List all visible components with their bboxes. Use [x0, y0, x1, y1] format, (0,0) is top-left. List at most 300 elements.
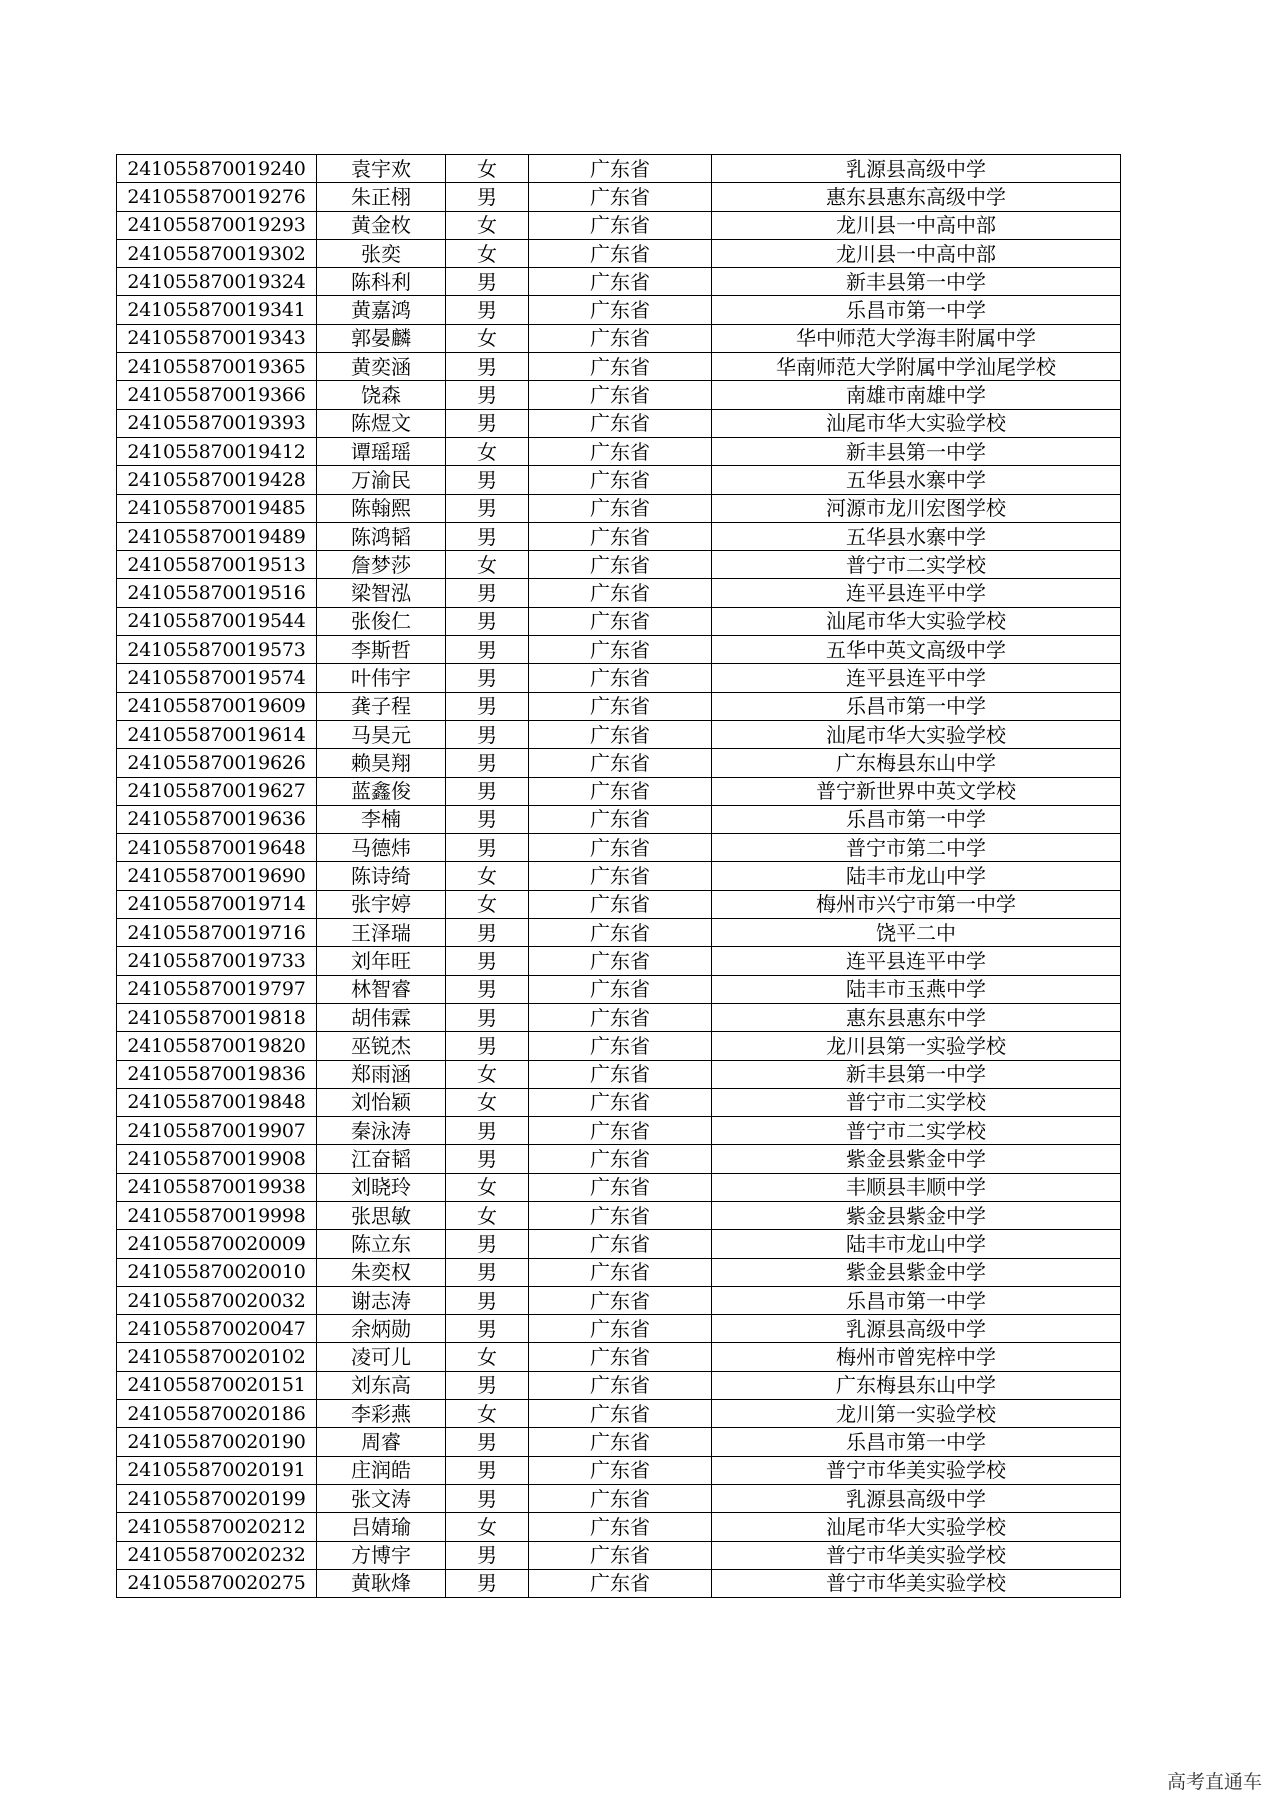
name-cell: 李楠	[317, 805, 446, 833]
school-cell: 汕尾市华大实验学校	[712, 607, 1121, 635]
table-row	[117, 409, 1121, 437]
name-cell: 梁智泓	[317, 579, 446, 607]
province-cell: 广东省	[529, 1088, 712, 1116]
name-cell: 李彩燕	[317, 1400, 446, 1428]
candidate-id-cell: 241055870020212	[117, 1513, 317, 1541]
table-row	[117, 636, 1121, 664]
province-cell: 广东省	[529, 1541, 712, 1569]
name-cell: 赖昊翔	[317, 749, 446, 777]
school-cell: 南雄市南雄中学	[712, 381, 1121, 409]
province-cell: 广东省	[529, 239, 712, 267]
name-cell: 谢志涛	[317, 1286, 446, 1314]
school-cell: 普宁市二实学校	[712, 1088, 1121, 1116]
name-cell: 余炳勋	[317, 1315, 446, 1343]
school-cell: 陆丰市龙山中学	[712, 1230, 1121, 1258]
name-cell: 凌可儿	[317, 1343, 446, 1371]
name-cell: 黄奕涵	[317, 353, 446, 381]
gender-cell: 男	[446, 1484, 529, 1512]
province-cell: 广东省	[529, 607, 712, 635]
roster-table-body	[117, 155, 1121, 1598]
table-row	[117, 1230, 1121, 1258]
province-cell: 广东省	[529, 975, 712, 1003]
gender-cell: 女	[446, 1400, 529, 1428]
school-cell: 五华中英文高级中学	[712, 636, 1121, 664]
watermark-text: 高考直通车	[1166, 1771, 1262, 1793]
name-cell: 张俊仁	[317, 607, 446, 635]
name-cell: 黄耿烽	[317, 1569, 446, 1597]
table-row	[117, 1371, 1121, 1399]
table-row	[117, 805, 1121, 833]
province-cell: 广东省	[529, 381, 712, 409]
gender-cell: 男	[446, 381, 529, 409]
candidate-id-cell: 241055870020191	[117, 1456, 317, 1484]
school-cell: 普宁市二实学校	[712, 551, 1121, 579]
school-cell: 惠东县惠东中学	[712, 1003, 1121, 1031]
candidate-id-cell: 241055870019636	[117, 805, 317, 833]
school-cell: 河源市龙川宏图学校	[712, 494, 1121, 522]
school-cell: 陆丰市玉燕中学	[712, 975, 1121, 1003]
candidate-id-cell: 241055870019848	[117, 1088, 317, 1116]
province-cell: 广东省	[529, 324, 712, 352]
province-cell: 广东省	[529, 947, 712, 975]
school-cell: 普宁市华美实验学校	[712, 1541, 1121, 1569]
name-cell: 陈科利	[317, 268, 446, 296]
candidate-id-cell: 241055870020010	[117, 1258, 317, 1286]
province-cell: 广东省	[529, 1343, 712, 1371]
gender-cell: 男	[446, 692, 529, 720]
province-cell: 广东省	[529, 1003, 712, 1031]
table-row	[117, 1173, 1121, 1201]
table-row	[117, 862, 1121, 890]
candidate-id-cell: 241055870019574	[117, 664, 317, 692]
gender-cell: 男	[446, 919, 529, 947]
gender-cell: 男	[446, 1371, 529, 1399]
gender-cell: 男	[446, 1145, 529, 1173]
name-cell: 黄嘉鸿	[317, 296, 446, 324]
gender-cell: 男	[446, 1032, 529, 1060]
table-row	[117, 268, 1121, 296]
candidate-id-cell: 241055870019516	[117, 579, 317, 607]
table-row	[117, 1513, 1121, 1541]
school-cell: 普宁新世界中英文学校	[712, 777, 1121, 805]
candidate-id-cell: 241055870019573	[117, 636, 317, 664]
school-cell: 乐昌市第一中学	[712, 692, 1121, 720]
province-cell: 广东省	[529, 437, 712, 465]
province-cell: 广东省	[529, 268, 712, 296]
candidate-id-cell: 241055870020151	[117, 1371, 317, 1399]
school-cell: 乐昌市第一中学	[712, 1428, 1121, 1456]
province-cell: 广东省	[529, 1230, 712, 1258]
province-cell: 广东省	[529, 692, 712, 720]
school-cell: 广东梅县东山中学	[712, 1371, 1121, 1399]
gender-cell: 男	[446, 1569, 529, 1597]
province-cell: 广东省	[529, 1173, 712, 1201]
province-cell: 广东省	[529, 1371, 712, 1399]
province-cell: 广东省	[529, 1315, 712, 1343]
province-cell: 广东省	[529, 1428, 712, 1456]
table-row	[117, 720, 1121, 748]
table-row	[117, 1088, 1121, 1116]
province-cell: 广东省	[529, 777, 712, 805]
province-cell: 广东省	[529, 862, 712, 890]
province-cell: 广东省	[529, 296, 712, 324]
gender-cell: 男	[446, 579, 529, 607]
table-row	[117, 664, 1121, 692]
table-row	[117, 1569, 1121, 1597]
gender-cell: 女	[446, 890, 529, 918]
school-cell: 普宁市华美实验学校	[712, 1456, 1121, 1484]
candidate-id-cell: 241055870019648	[117, 834, 317, 862]
candidate-id-cell: 241055870019609	[117, 692, 317, 720]
gender-cell: 男	[446, 466, 529, 494]
candidate-id-cell: 241055870019820	[117, 1032, 317, 1060]
province-cell: 广东省	[529, 551, 712, 579]
gender-cell: 女	[446, 324, 529, 352]
table-row	[117, 1060, 1121, 1088]
table-row	[117, 1032, 1121, 1060]
gender-cell: 男	[446, 1541, 529, 1569]
candidate-id-cell: 241055870019365	[117, 353, 317, 381]
school-cell: 新丰县第一中学	[712, 1060, 1121, 1088]
table-row	[117, 437, 1121, 465]
table-row	[117, 777, 1121, 805]
school-cell: 乳源县高级中学	[712, 155, 1121, 183]
gender-cell: 女	[446, 211, 529, 239]
table-row	[117, 1484, 1121, 1512]
name-cell: 谭瑶瑶	[317, 437, 446, 465]
province-cell: 广东省	[529, 1145, 712, 1173]
name-cell: 马昊元	[317, 720, 446, 748]
province-cell: 广东省	[529, 1032, 712, 1060]
name-cell: 朱正栩	[317, 183, 446, 211]
gender-cell: 女	[446, 551, 529, 579]
name-cell: 秦泳涛	[317, 1117, 446, 1145]
school-cell: 汕尾市华大实验学校	[712, 409, 1121, 437]
province-cell: 广东省	[529, 1484, 712, 1512]
school-cell: 连平县连平中学	[712, 947, 1121, 975]
name-cell: 袁宇欢	[317, 155, 446, 183]
province-cell: 广东省	[529, 494, 712, 522]
gender-cell: 女	[446, 437, 529, 465]
candidate-id-cell: 241055870019836	[117, 1060, 317, 1088]
candidate-id-cell: 241055870019908	[117, 1145, 317, 1173]
candidate-id-cell: 241055870019614	[117, 720, 317, 748]
candidate-id-cell: 241055870019544	[117, 607, 317, 635]
candidate-id-cell: 241055870020275	[117, 1569, 317, 1597]
name-cell: 刘晓玲	[317, 1173, 446, 1201]
table-row	[117, 296, 1121, 324]
name-cell: 庄润皓	[317, 1456, 446, 1484]
gender-cell: 男	[446, 353, 529, 381]
gender-cell: 女	[446, 1060, 529, 1088]
table-row	[117, 1258, 1121, 1286]
name-cell: 詹梦莎	[317, 551, 446, 579]
province-cell: 广东省	[529, 522, 712, 550]
table-row	[117, 890, 1121, 918]
school-cell: 汕尾市华大实验学校	[712, 720, 1121, 748]
table-row	[117, 1428, 1121, 1456]
gender-cell: 女	[446, 1173, 529, 1201]
table-row	[117, 211, 1121, 239]
candidate-id-cell: 241055870019513	[117, 551, 317, 579]
province-cell: 广东省	[529, 1400, 712, 1428]
name-cell: 张奕	[317, 239, 446, 267]
table-row	[117, 522, 1121, 550]
name-cell: 江奋韬	[317, 1145, 446, 1173]
school-cell: 华中师范大学海丰附属中学	[712, 324, 1121, 352]
table-row	[117, 381, 1121, 409]
gender-cell: 男	[446, 296, 529, 324]
table-row	[117, 1117, 1121, 1145]
candidate-id-cell: 241055870020047	[117, 1315, 317, 1343]
gender-cell: 男	[446, 1258, 529, 1286]
candidate-id-cell: 241055870019302	[117, 239, 317, 267]
name-cell: 黄金枚	[317, 211, 446, 239]
school-cell: 普宁市华美实验学校	[712, 1569, 1121, 1597]
candidate-id-cell: 241055870019324	[117, 268, 317, 296]
name-cell: 陈诗绮	[317, 862, 446, 890]
province-cell: 广东省	[529, 890, 712, 918]
table-row	[117, 1456, 1121, 1484]
gender-cell: 男	[446, 720, 529, 748]
name-cell: 陈立东	[317, 1230, 446, 1258]
name-cell: 张思敏	[317, 1201, 446, 1229]
table-row	[117, 607, 1121, 635]
candidate-id-cell: 241055870019626	[117, 749, 317, 777]
gender-cell: 女	[446, 862, 529, 890]
name-cell: 李斯哲	[317, 636, 446, 664]
name-cell: 刘怡颖	[317, 1088, 446, 1116]
school-cell: 紫金县紫金中学	[712, 1258, 1121, 1286]
gender-cell: 男	[446, 805, 529, 833]
province-cell: 广东省	[529, 919, 712, 947]
province-cell: 广东省	[529, 1117, 712, 1145]
name-cell: 陈鸿韬	[317, 522, 446, 550]
province-cell: 广东省	[529, 211, 712, 239]
school-cell: 乐昌市第一中学	[712, 296, 1121, 324]
name-cell: 万渝民	[317, 466, 446, 494]
school-cell: 华南师范大学附属中学汕尾学校	[712, 353, 1121, 381]
table-row	[117, 947, 1121, 975]
province-cell: 广东省	[529, 409, 712, 437]
school-cell: 紫金县紫金中学	[712, 1145, 1121, 1173]
province-cell: 广东省	[529, 1456, 712, 1484]
candidate-id-cell: 241055870019341	[117, 296, 317, 324]
candidate-id-cell: 241055870019343	[117, 324, 317, 352]
name-cell: 张宇婷	[317, 890, 446, 918]
gender-cell: 男	[446, 636, 529, 664]
table-row	[117, 494, 1121, 522]
name-cell: 周睿	[317, 1428, 446, 1456]
table-row	[117, 324, 1121, 352]
gender-cell: 男	[446, 183, 529, 211]
school-cell: 惠东县惠东高级中学	[712, 183, 1121, 211]
table-row	[117, 1343, 1121, 1371]
candidate-id-cell: 241055870019818	[117, 1003, 317, 1031]
school-cell: 连平县连平中学	[712, 579, 1121, 607]
name-cell: 陈翰熙	[317, 494, 446, 522]
gender-cell: 男	[446, 607, 529, 635]
table-row	[117, 353, 1121, 381]
candidate-id-cell: 241055870019412	[117, 437, 317, 465]
gender-cell: 男	[446, 834, 529, 862]
name-cell: 方博宇	[317, 1541, 446, 1569]
table-row	[117, 1286, 1121, 1314]
gender-cell: 男	[446, 975, 529, 1003]
name-cell: 蓝鑫俊	[317, 777, 446, 805]
name-cell: 巫锐杰	[317, 1032, 446, 1060]
candidate-id-cell: 241055870019276	[117, 183, 317, 211]
province-cell: 广东省	[529, 1258, 712, 1286]
province-cell: 广东省	[529, 353, 712, 381]
table-row	[117, 1003, 1121, 1031]
school-cell: 乐昌市第一中学	[712, 805, 1121, 833]
gender-cell: 男	[446, 1003, 529, 1031]
table-row	[117, 1315, 1121, 1343]
gender-cell: 女	[446, 155, 529, 183]
school-cell: 陆丰市龙山中学	[712, 862, 1121, 890]
candidate-id-cell: 241055870020009	[117, 1230, 317, 1258]
candidate-id-cell: 241055870020032	[117, 1286, 317, 1314]
candidate-id-cell: 241055870020199	[117, 1484, 317, 1512]
school-cell: 饶平二中	[712, 919, 1121, 947]
province-cell: 广东省	[529, 720, 712, 748]
table-row	[117, 1541, 1121, 1569]
gender-cell: 男	[446, 664, 529, 692]
school-cell: 龙川第一实验学校	[712, 1400, 1121, 1428]
school-cell: 普宁市第二中学	[712, 834, 1121, 862]
gender-cell: 男	[446, 1286, 529, 1314]
name-cell: 胡伟霖	[317, 1003, 446, 1031]
candidate-id-cell: 241055870020232	[117, 1541, 317, 1569]
gender-cell: 男	[446, 409, 529, 437]
school-cell: 龙川县第一实验学校	[712, 1032, 1121, 1060]
name-cell: 吕婧瑜	[317, 1513, 446, 1541]
table-row	[117, 1201, 1121, 1229]
school-cell: 广东梅县东山中学	[712, 749, 1121, 777]
gender-cell: 男	[446, 494, 529, 522]
province-cell: 广东省	[529, 1286, 712, 1314]
table-row	[117, 692, 1121, 720]
province-cell: 广东省	[529, 155, 712, 183]
gender-cell: 女	[446, 1513, 529, 1541]
name-cell: 郭晏麟	[317, 324, 446, 352]
table-row	[117, 579, 1121, 607]
table-row	[117, 749, 1121, 777]
province-cell: 广东省	[529, 1060, 712, 1088]
name-cell: 王泽瑞	[317, 919, 446, 947]
province-cell: 广东省	[529, 834, 712, 862]
gender-cell: 男	[446, 777, 529, 805]
candidate-id-cell: 241055870020186	[117, 1400, 317, 1428]
name-cell: 饶森	[317, 381, 446, 409]
candidate-id-cell: 241055870019393	[117, 409, 317, 437]
candidate-id-cell: 241055870019907	[117, 1117, 317, 1145]
school-cell: 梅州市曾宪梓中学	[712, 1343, 1121, 1371]
province-cell: 广东省	[529, 1513, 712, 1541]
candidate-id-cell: 241055870019998	[117, 1201, 317, 1229]
table-row	[117, 919, 1121, 947]
gender-cell: 女	[446, 1201, 529, 1229]
school-cell: 龙川县一中高中部	[712, 239, 1121, 267]
school-cell: 乳源县高级中学	[712, 1484, 1121, 1512]
name-cell: 刘东高	[317, 1371, 446, 1399]
school-cell: 新丰县第一中学	[712, 268, 1121, 296]
school-cell: 汕尾市华大实验学校	[712, 1513, 1121, 1541]
school-cell: 紫金县紫金中学	[712, 1201, 1121, 1229]
candidate-id-cell: 241055870019627	[117, 777, 317, 805]
table-row	[117, 1400, 1121, 1428]
name-cell: 郑雨涵	[317, 1060, 446, 1088]
school-cell: 乳源县高级中学	[712, 1315, 1121, 1343]
gender-cell: 男	[446, 947, 529, 975]
table-row	[117, 155, 1121, 183]
candidate-id-cell: 241055870019489	[117, 522, 317, 550]
school-cell: 普宁市二实学校	[712, 1117, 1121, 1145]
province-cell: 广东省	[529, 749, 712, 777]
candidate-id-cell: 241055870020190	[117, 1428, 317, 1456]
province-cell: 广东省	[529, 805, 712, 833]
province-cell: 广东省	[529, 579, 712, 607]
roster-table	[116, 154, 1121, 1598]
gender-cell: 男	[446, 1428, 529, 1456]
gender-cell: 男	[446, 522, 529, 550]
province-cell: 广东省	[529, 183, 712, 211]
school-cell: 梅州市兴宁市第一中学	[712, 890, 1121, 918]
gender-cell: 女	[446, 1343, 529, 1371]
candidate-id-cell: 241055870019366	[117, 381, 317, 409]
gender-cell: 男	[446, 1315, 529, 1343]
table-row	[117, 466, 1121, 494]
gender-cell: 女	[446, 1088, 529, 1116]
candidate-id-cell: 241055870019733	[117, 947, 317, 975]
school-cell: 丰顺县丰顺中学	[712, 1173, 1121, 1201]
school-cell: 五华县水寨中学	[712, 522, 1121, 550]
name-cell: 马德炜	[317, 834, 446, 862]
candidate-id-cell: 241055870019797	[117, 975, 317, 1003]
school-cell: 五华县水寨中学	[712, 466, 1121, 494]
province-cell: 广东省	[529, 664, 712, 692]
name-cell: 刘年旺	[317, 947, 446, 975]
candidate-id-cell: 241055870019938	[117, 1173, 317, 1201]
candidate-id-cell: 241055870019428	[117, 466, 317, 494]
school-cell: 连平县连平中学	[712, 664, 1121, 692]
candidate-id-cell: 241055870020102	[117, 1343, 317, 1371]
name-cell: 叶伟宇	[317, 664, 446, 692]
gender-cell: 女	[446, 239, 529, 267]
candidate-id-cell: 241055870019240	[117, 155, 317, 183]
candidate-id-cell: 241055870019485	[117, 494, 317, 522]
candidate-id-cell: 241055870019690	[117, 862, 317, 890]
table-row	[117, 975, 1121, 1003]
province-cell: 广东省	[529, 1569, 712, 1597]
gender-cell: 男	[446, 1230, 529, 1258]
name-cell: 龚子程	[317, 692, 446, 720]
table-row	[117, 183, 1121, 211]
candidate-id-cell: 241055870019293	[117, 211, 317, 239]
name-cell: 张文涛	[317, 1484, 446, 1512]
province-cell: 广东省	[529, 636, 712, 664]
gender-cell: 男	[446, 268, 529, 296]
table-row	[117, 239, 1121, 267]
name-cell: 朱奕权	[317, 1258, 446, 1286]
gender-cell: 男	[446, 749, 529, 777]
name-cell: 陈煜文	[317, 409, 446, 437]
table-row	[117, 1145, 1121, 1173]
candidate-id-cell: 241055870019716	[117, 919, 317, 947]
gender-cell: 男	[446, 1117, 529, 1145]
province-cell: 广东省	[529, 1201, 712, 1229]
